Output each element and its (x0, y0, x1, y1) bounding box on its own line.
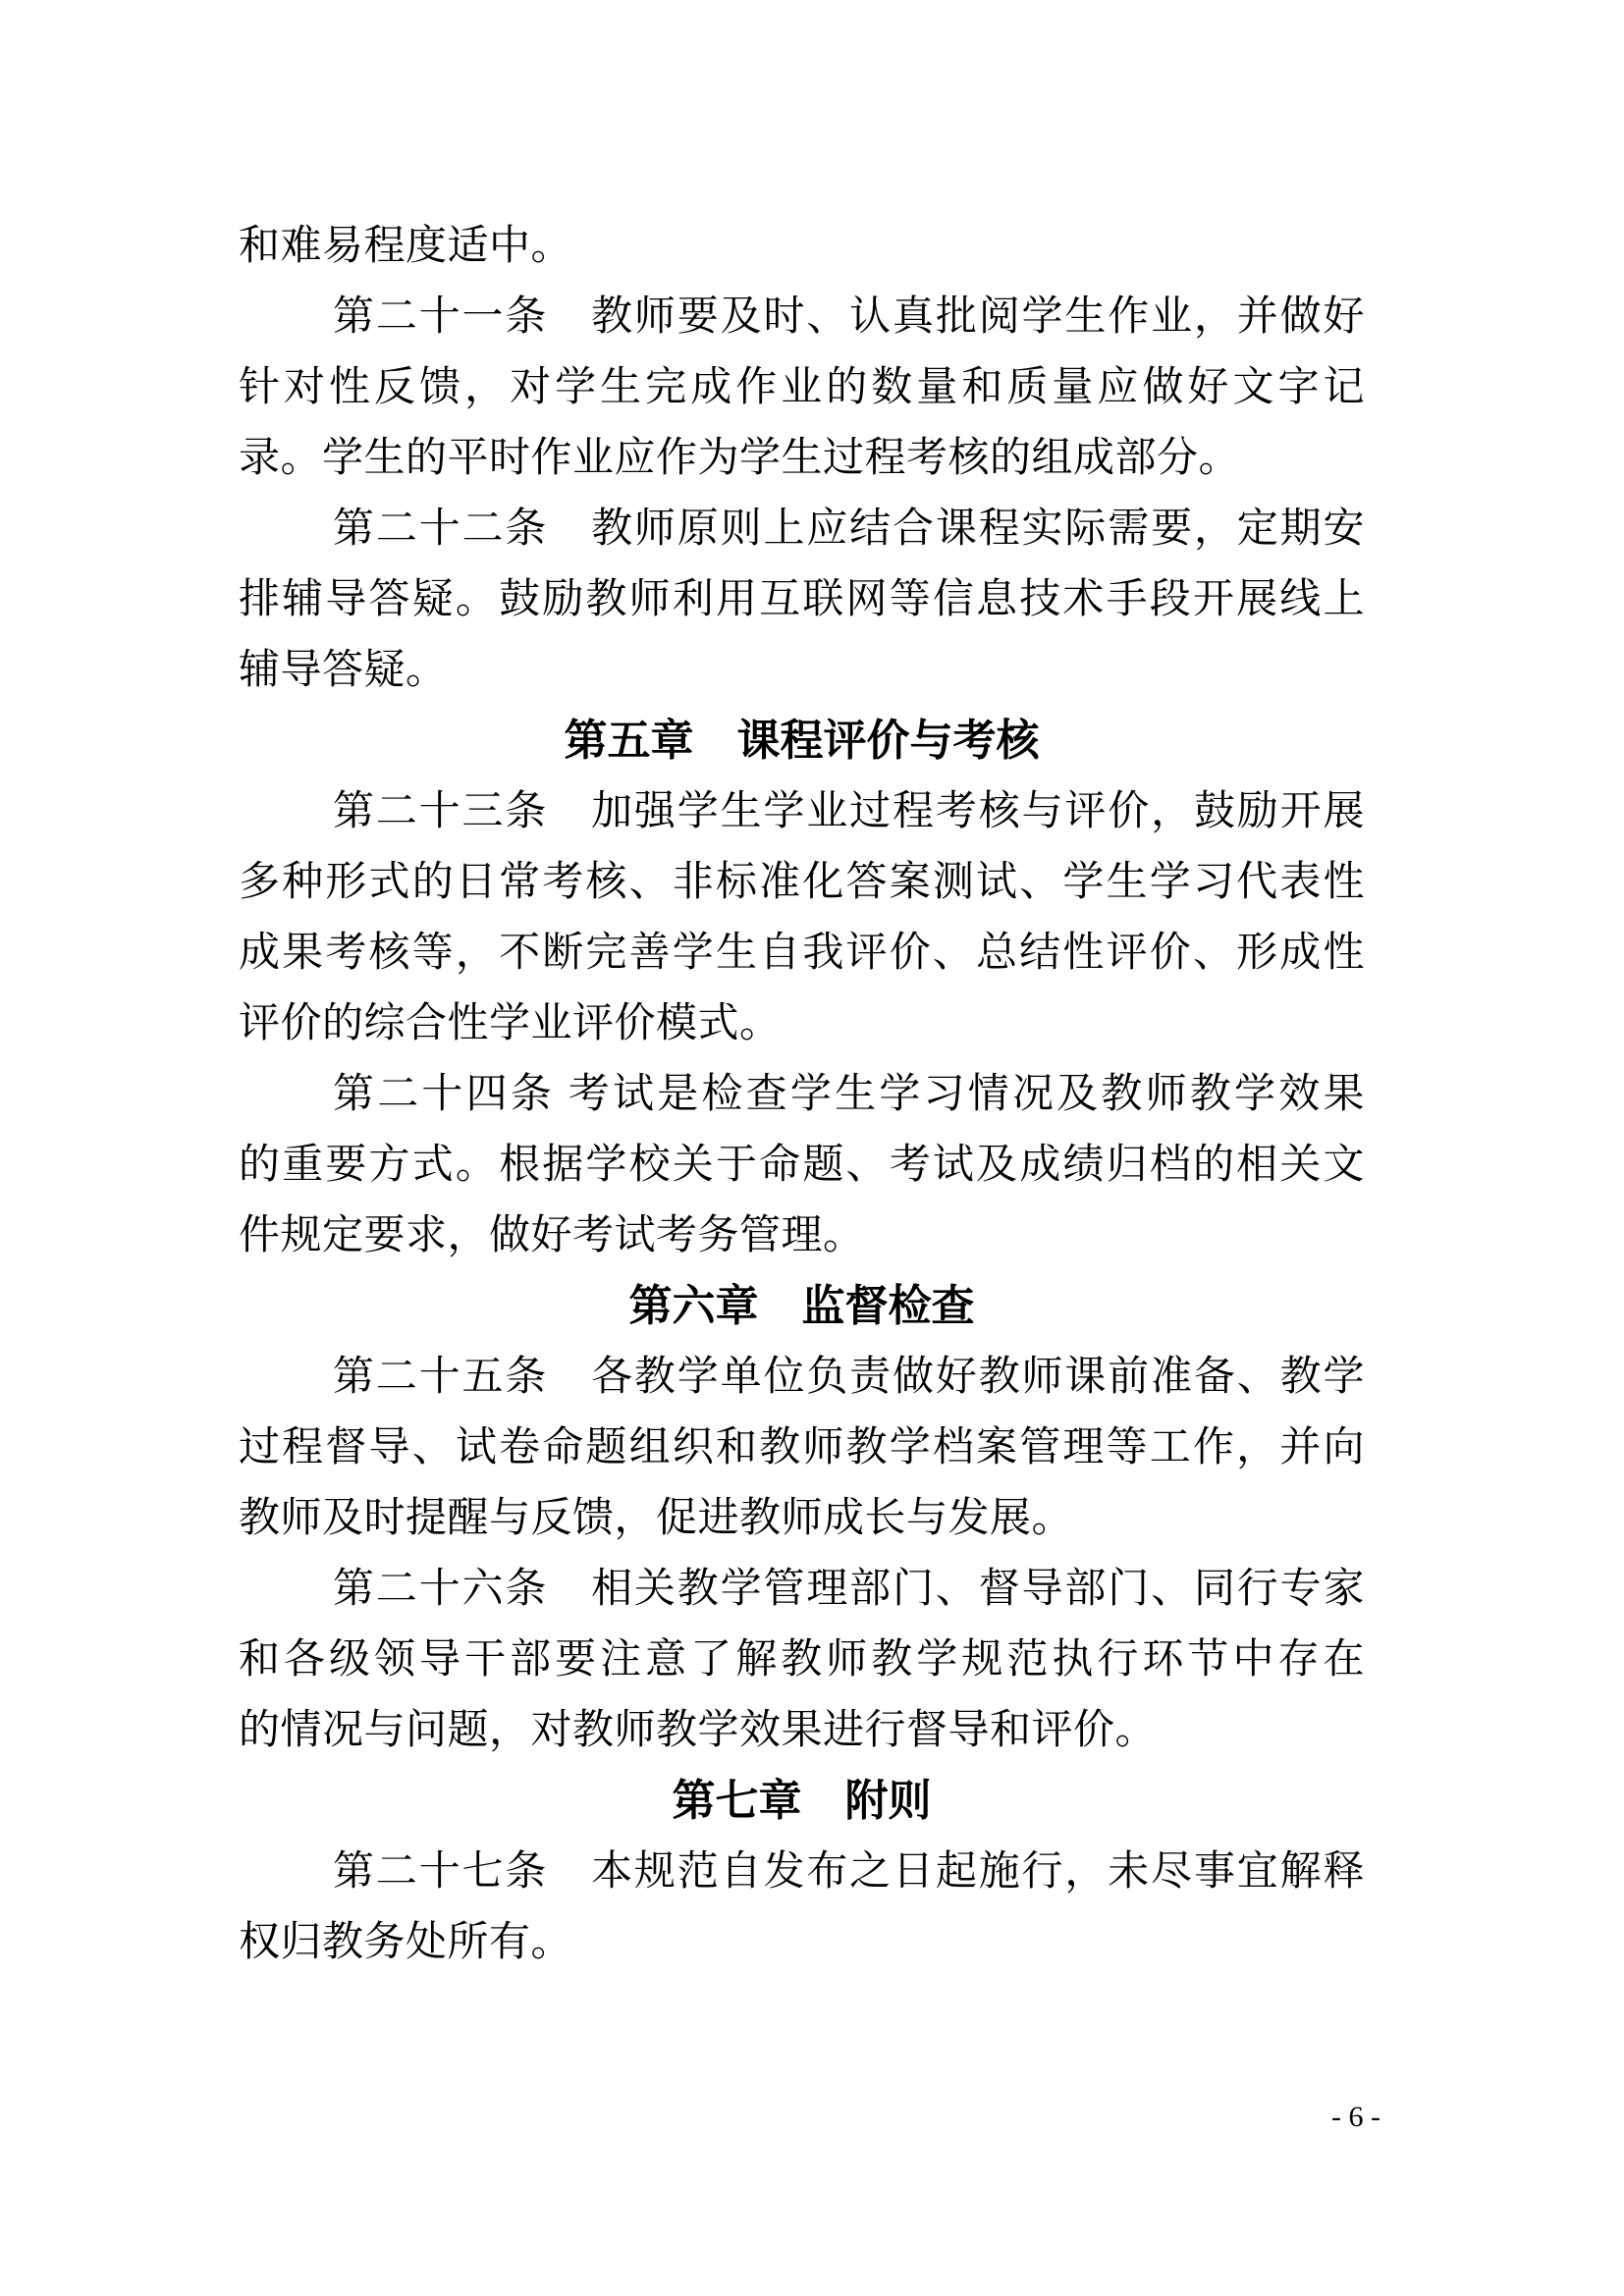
text-line: 成果考核等，不断完善学生自我评价、总结性评价、形成性 (239, 931, 1365, 976)
text-line: 的情况与问题，对教师教学效果进行督导和评价。 (239, 1708, 1158, 1753)
text-line: 权归教务处所有。 (239, 1920, 573, 1965)
text-line: 和难易程度适中。 (239, 224, 573, 269)
chapter-heading: 第五章 课程评价与考核 (564, 717, 1040, 765)
text-line: 过程督导、试卷命题组织和教师教学档案管理等工作，并向 (239, 1425, 1365, 1470)
text-line: 第二十一条 教师要及时、认真批阅学生作业，并做好 (333, 294, 1365, 340)
text-line: 第二十四条 考试是检查学生学习情况及教师教学效果 (333, 1072, 1365, 1117)
text-line: 第二十五条 各教学单位负责做好教师课前准备、教学 (333, 1355, 1365, 1400)
text-line: 的重要方式。根据学校关于命题、考试及成绩归档的相关文 (239, 1143, 1365, 1188)
text-line: 教师及时提醒与反馈，促进教师成长与发展。 (239, 1496, 1074, 1541)
text-line: 第二十二条 教师原则上应结合课程实际需要，定期安 (333, 507, 1365, 552)
text-line: 第二十六条 相关教学管理部门、督导部门、同行专家 (333, 1567, 1365, 1612)
text-line: 第二十七条 本规范自发布之日起施行，未尽事宜解释 (333, 1849, 1365, 1895)
text-line: 辅导答疑。 (239, 648, 448, 693)
text-line: 针对性反馈，对学生完成作业的数量和质量应做好文字记 (239, 365, 1365, 410)
text-block (239, 211, 1365, 1978)
text-line: 第二十三条 加强学生学业过程考核与评价，鼓励开展 (333, 789, 1365, 834)
page-number: - 6 - (1331, 2101, 1380, 2133)
chapter-heading: 第七章 附则 (672, 1777, 932, 1825)
text-line: 录。学生的平时作业应作为学生过程考核的组成部分。 (239, 436, 1241, 481)
text-line: 多种形式的日常考核、非标准化答案测试、学生学习代表性 (239, 860, 1365, 905)
chapter-heading: 第六章 监督检查 (628, 1282, 975, 1330)
text-line: 和各级领导干部要注意了解教师教学规范执行环节中存在 (239, 1637, 1365, 1682)
text-line: 排辅导答疑。鼓励教师利用互联网等信息技术手段开展线上 (239, 577, 1365, 622)
text-line: 件规定要求，做好考试考务管理。 (239, 1213, 865, 1258)
text-line: 评价的综合性学业评价模式。 (239, 1001, 782, 1046)
